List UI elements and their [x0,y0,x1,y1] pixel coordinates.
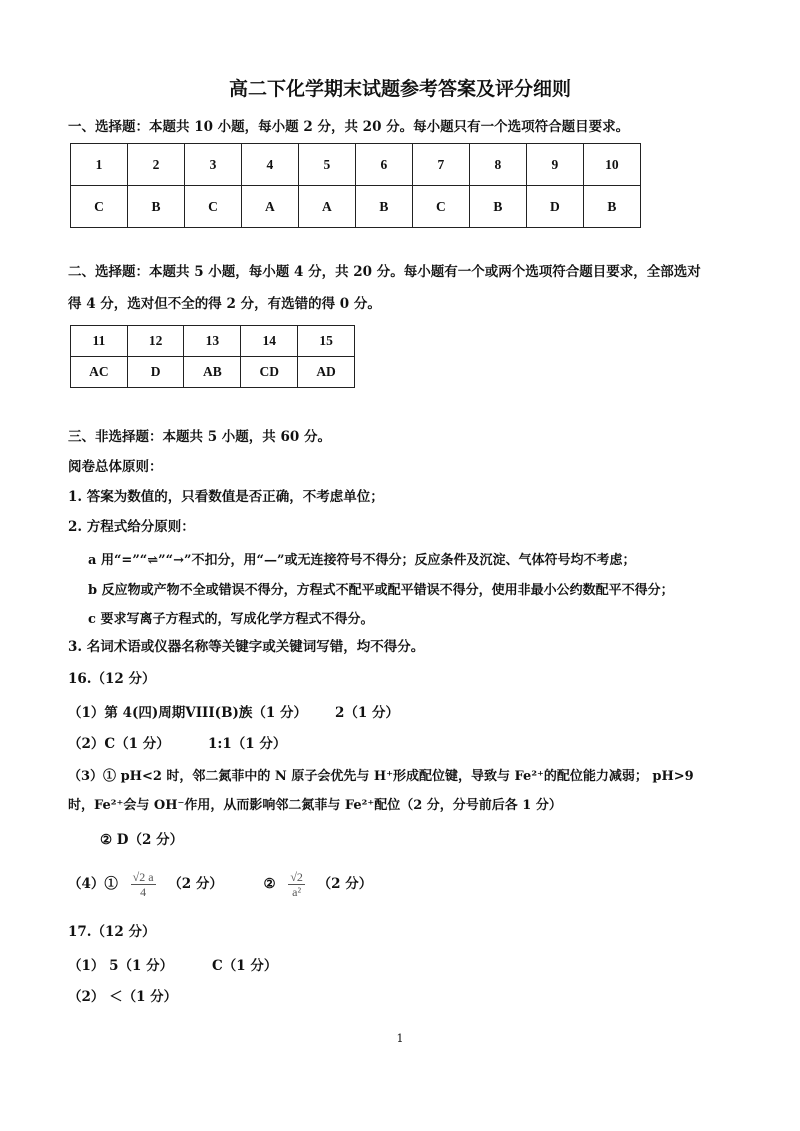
table-cell: A [241,186,298,228]
fraction-1 [131,870,156,899]
section1-heading: 一、选择题：本题共 10 小题，每小题 2 分，共 20 分。每小题只有一个选项符合题目要求。 [68,119,630,135]
fraction-2 [288,870,305,899]
q16-part1b: 2（1 分） [335,705,399,721]
table-cell: 10 [583,144,640,186]
q16-part4 [68,866,372,902]
table-cell: C [184,186,241,228]
q16-part4-score1: （2 分） [168,876,223,892]
fraction-denominator: 4 [140,885,147,899]
table-cell: D [127,357,184,388]
table-cell: 1 [71,144,128,186]
table-cell: B [583,186,640,228]
section2-heading-line1: 二、选择题：本题共 5 小题，每小题 4 分，共 20 分。每小题有一个或两个选项符合题目要求，全部选对 [68,264,701,280]
table-row-numbers [71,326,355,357]
table-cell: 12 [127,326,184,357]
table-cell: 6 [355,144,412,186]
principles-title: 阅卷总体原则： [68,459,163,475]
fraction-denominator: a² [292,885,302,899]
q16-part4-mid: ② [263,876,276,892]
table-cell: 7 [412,144,469,186]
table-cell: CD [241,357,298,388]
table-cell: C [71,186,128,228]
rule-3: 3. 名词术语或仪器名称等关键字或关键词写错，均不得分。 [68,639,425,655]
rule-2: 2. 方程式给分原则： [68,519,195,535]
table-row-numbers [71,144,641,186]
q17-part1b: C（1 分） [212,958,278,974]
section3-heading: 三、非选择题：本题共 5 小题，共 60 分。 [68,429,331,445]
table-row-answers [71,357,355,388]
table-cell: 15 [298,326,355,357]
page-title: 高二下化学期末试题参考答案及评分细则 [228,78,571,100]
q16-part2: （2）C（1 分） [68,736,170,752]
table-cell: 9 [526,144,583,186]
q16-part4-score2: （2 分） [317,876,373,892]
fraction-numerator: √2 [290,870,303,884]
table-row-answers [71,186,641,228]
q16-part2b: 1:1（1 分） [208,736,287,752]
table-cell: 5 [298,144,355,186]
table-cell: C [412,186,469,228]
q16-part4-prefix: （4）① [68,876,118,892]
table-cell: B [469,186,526,228]
table-cell: D [526,186,583,228]
rule-2b: b 反应物或产物不全或错误不得分，方程式不配平或配平错误不得分，使用非最小公约数配平不得分； [88,583,674,598]
table-cell: AD [298,357,355,388]
table-cell: 2 [127,144,184,186]
q16-heading: 16.（12 分） [68,671,156,687]
q17-heading: 17.（12 分） [68,924,156,940]
rule-2c: c 要求写离子方程式的，写成化学方程式不得分。 [88,612,374,627]
q16-part3-2: ② D（2 分） [100,832,184,848]
answer-table-2 [70,325,355,388]
table-cell: 11 [71,326,128,357]
table-cell: B [355,186,412,228]
table-cell: A [298,186,355,228]
table-cell: AB [184,357,241,388]
q16-part3-line1: （3）① pH<2 时，邻二氮菲中的 N 原子会优先与 H⁺形成配位键，导致与 Fe²⁺的配位能力减弱； pH>9 [68,769,694,784]
page-number: 1 [396,1032,404,1045]
table-cell: 14 [241,326,298,357]
rule-2a: a 用“=”“⇌”“→”不扣分，用“—”或无连接符号不得分；反应条件及沉淀、气体符号均不考虑； [88,553,636,568]
section2-heading-line2: 得 4 分，选对但不全的得 2 分，有选错的得 0 分。 [68,296,381,312]
table-cell: 13 [184,326,241,357]
table-cell: 4 [241,144,298,186]
q16-part3-line2: 时，Fe²⁺会与 OH⁻作用，从而影响邻二氮菲与 Fe²⁺配位（2 分，分号前后各 1 分） [68,798,562,813]
rule-1: 1. 答案为数值的，只看数值是否正确，不考虑单位； [68,489,384,505]
q16-part1: （1）第 4(四)周期VIII(B)族（1 分） [68,705,307,721]
table-cell: 8 [469,144,526,186]
table-cell: AC [71,357,128,388]
table-cell: 3 [184,144,241,186]
fraction-numerator: √2 a [132,870,154,884]
table-cell: B [127,186,184,228]
q17-part1: （1） 5（1 分） [68,958,174,974]
q17-part2: （2） ＜（1 分） [68,989,178,1005]
answer-table-1 [70,143,641,228]
